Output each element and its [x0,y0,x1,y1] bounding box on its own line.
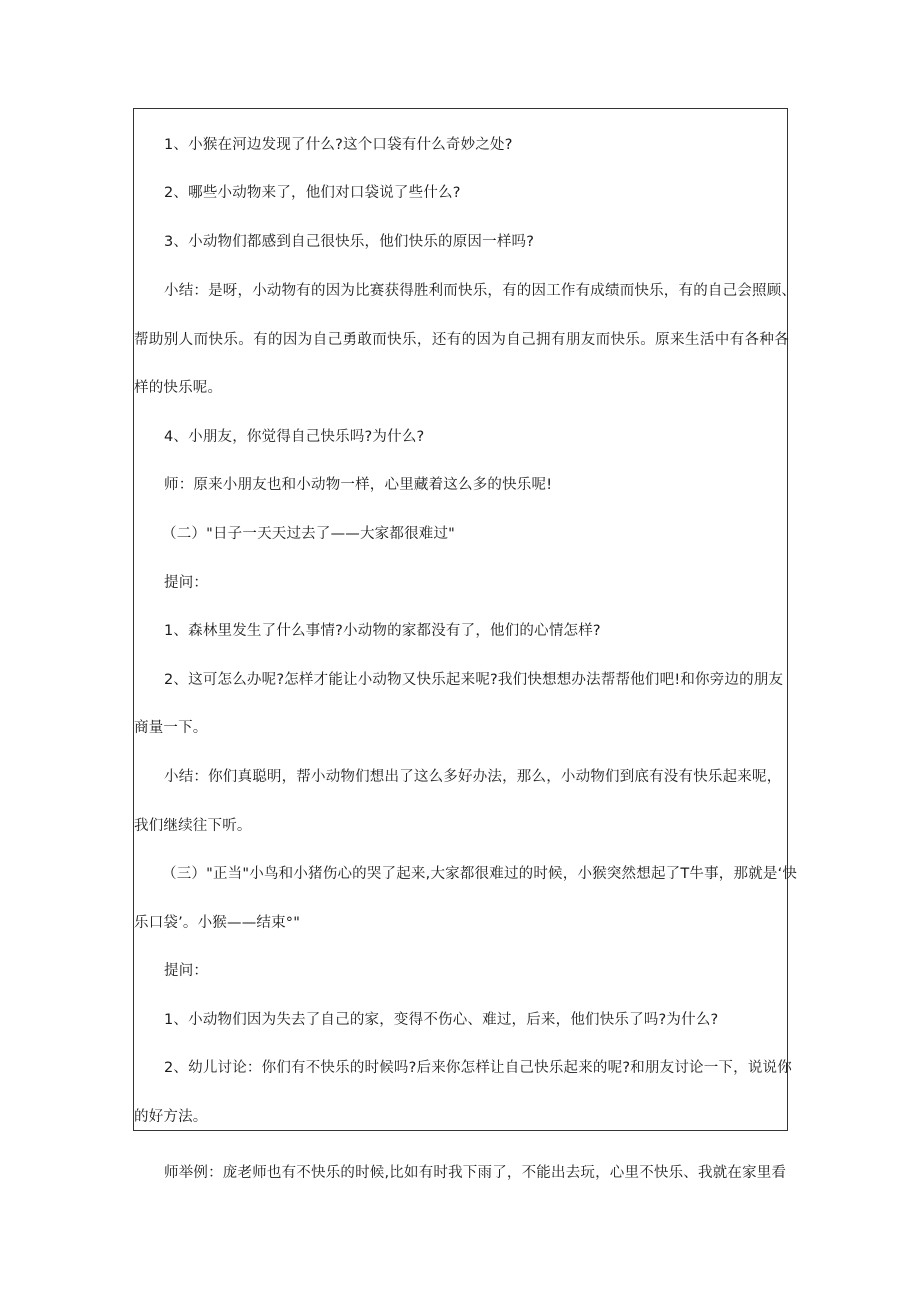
section-2-heading: （二）"日子一天天过去了——大家都很难过" [162,526,456,542]
section-2-question-1: 1、森林里发生了什么事情?小动物的家都没有了，他们的心情怎样? [164,623,601,639]
section-3-question-2-line-2: 的好方法。 [134,1109,208,1125]
section-3-question-2-line-1: 2、幼儿讨论：你们有不快乐的时候吗?后来你怎样让自己快乐起来的呢?和朋友讨论一下，说说你 [164,1060,792,1076]
content-table-cell [133,108,788,1131]
teacher-example-line: 师举例：庞老师也有不快乐的时候,比如有时我下雨了，不能出去玩，心里不快乐、我就在家里看 [164,1165,787,1181]
section-2-question-2-line-2: 商量一下。 [134,720,208,736]
summary-2-line-2: 我们继续往下听。 [134,818,252,834]
ask-label-2: 提问： [164,963,209,979]
question-2-line: 2、哪些小动物来了，他们对口袋说了些什么? [164,185,461,201]
question-3-line: 3、小动物们都感到自己很快乐，他们快乐的原因一样吗? [164,234,535,250]
section-3-heading-line-2: 乐口袋’。小猴——结束°" [134,915,301,931]
ask-label-1: 提问： [164,575,209,591]
section-2-question-2-line-1: 2、这可怎么办呢?怎样才能让小动物又快乐起来呢?我们快想想办法帮帮他们吧!和你旁边的朋友 [164,672,784,688]
summary-1-line-2: 帮助别人而快乐。有的因为自己勇敢而快乐，还有的因为自己拥有朋友而快乐。原来生活中有各种各 [134,332,789,348]
summary-1-line-3: 样的快乐呢。 [134,380,223,396]
section-3-question-1: 1、小动物们因为失去了自己的家，变得不伤心、难过，后来，他们快乐了吗?为什么? [164,1012,719,1028]
teacher-remark-line: 师：原来小朋友也和小动物一样，心里藏着这么多的快乐呢! [164,477,553,493]
summary-2-line-1: 小结：你们真聪明，帮小动物们想出了这么多好办法，那么，小动物们到底有没有快乐起来呢， [164,769,782,785]
question-4-line: 4、小朋友，你觉得自己快乐吗?为什么? [164,429,425,445]
summary-1-line-1: 小结：是呀，小动物有的因为比赛获得胜利而快乐，有的因工作有成绩而快乐，有的自己会照顾、 [164,283,797,299]
section-3-heading-line-1: （三）"正当"小鸟和小猪伤心的哭了起来,大家都很难过的时候，小猴突然想起了T牛事，那就是‘快 [162,866,798,882]
question-1-line: 1、小猴在河边发现了什么?这个口袋有什么奇妙之处? [164,137,513,153]
